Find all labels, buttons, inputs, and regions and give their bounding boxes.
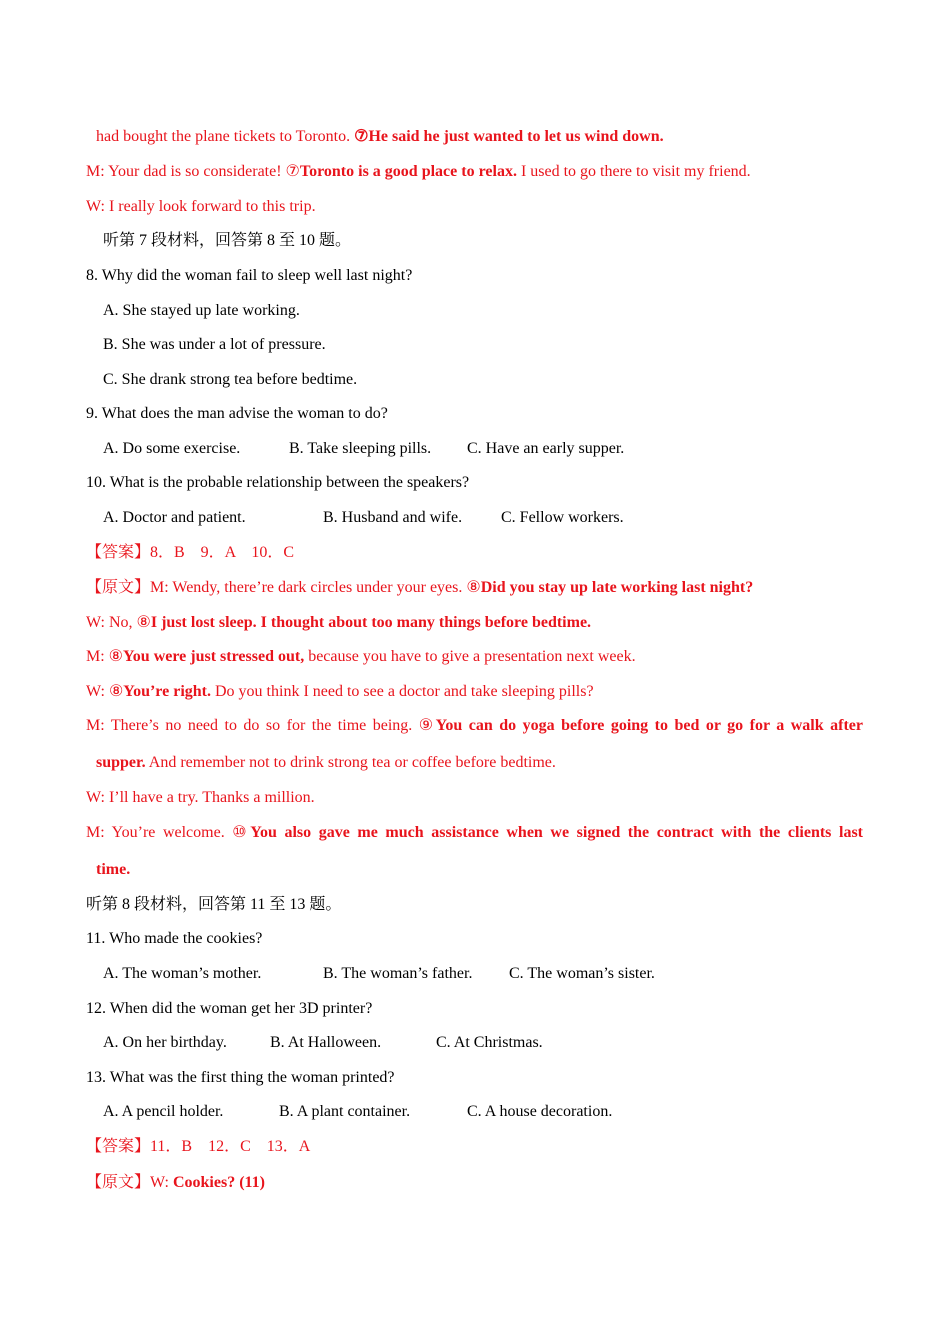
q12-option-c: C. At Christmas. [436, 1034, 543, 1051]
transcript-7-line-7: W: I’ll have a try. Thanks a million. [86, 789, 315, 806]
q9-options [103, 439, 624, 459]
q13-option-c: C. A house decoration. [467, 1103, 613, 1120]
transcript-7-line-4: W: ⑧You’re right. Do you think I need to see a doctor and take sleeping pills? [86, 683, 594, 700]
q12-options [103, 1033, 543, 1053]
q12-option-b: B. At Halloween. [270, 1034, 382, 1051]
q11-option-a: A. The woman’s mother. [103, 965, 262, 982]
transcript-7-line-2: W: No, ⑧I just lost sleep. I thought about too many things before bedtime. [86, 614, 592, 631]
transcript-7-line-9: time. [96, 861, 131, 878]
transcript-7-line-5: M: There’s no need to do so for the time being. ⑨You can do yoga before going to bed or go for a walk after [86, 717, 864, 734]
q10-option-a: A. Doctor and patient. [103, 509, 246, 526]
q11-options [103, 964, 655, 984]
transcript-7-line-6: supper. And remember not to drink strong tea or coffee before bedtime. [96, 754, 556, 771]
q13-options [103, 1102, 612, 1122]
script-line-3: W: I really look forward to this trip. [86, 198, 316, 215]
question-10: 10. What is the probable relationship between the speakers? [86, 474, 470, 491]
section7-heading: 听第 7 段材料，回答第 8 至 10 题。 [103, 232, 352, 249]
transcript-8-line-1: 【原文】W: Cookies? (11) [86, 1174, 265, 1191]
q9-option-b: B. Take sleeping pills. [289, 440, 432, 457]
q13-option-a: A. A pencil holder. [103, 1103, 224, 1120]
question-12: 12. When did the woman get her 3D printer? [86, 1000, 373, 1017]
script-line-1: had bought the plane tickets to Toronto. ⑦He said he just wanted to let us wind down. [96, 128, 664, 145]
q12-option-a: A. On her birthday. [103, 1034, 227, 1051]
question-13: 13. What was the first thing the woman printed? [86, 1069, 395, 1086]
script-line-2: M: Your dad is so considerate! ⑦Toronto is a good place to relax. I used to go there to visit my friend. [86, 163, 751, 180]
transcript-7-line-8: M: You’re welcome. ⑩You also gave me much assistance when we signed the contract with the clients last [86, 824, 863, 841]
transcript-7-line-1: 【原文】M: Wendy, there’re dark circles under your eyes. ⑧Did you stay up late working last night? [86, 579, 754, 596]
q11-option-b: B. The woman’s father. [323, 965, 473, 982]
section8-heading: 听第 8 段材料，回答第 11 至 13 题。 [86, 896, 342, 913]
transcript-7-line-3: M: ⑧You were just stressed out, because you have to give a presentation next week. [86, 648, 636, 665]
q9-option-a: A. Do some exercise. [103, 440, 241, 457]
q8-option-b: B. She was under a lot of pressure. [103, 336, 326, 353]
q10-options [103, 508, 624, 528]
q10-option-b: B. Husband and wife. [323, 509, 463, 526]
q10-option-c: C. Fellow workers. [501, 509, 624, 526]
question-9: 9. What does the man advise the woman to do? [86, 405, 388, 422]
q11-option-c: C. The woman’s sister. [509, 965, 655, 982]
q8-option-a: A. She stayed up late working. [103, 302, 300, 319]
q9-option-c: C. Have an early supper. [467, 440, 625, 457]
q13-option-b: B. A plant container. [279, 1103, 411, 1120]
answer-key-7: 【答案】8．B 9．A 10．C [86, 544, 295, 561]
question-8: 8. Why did the woman fail to sleep well last night? [86, 267, 413, 284]
answer-key-8: 【答案】11．B 12．C 13．A [86, 1138, 311, 1155]
q8-option-c: C. She drank strong tea before bedtime. [103, 371, 358, 388]
question-11: 11. Who made the cookies? [86, 930, 263, 947]
